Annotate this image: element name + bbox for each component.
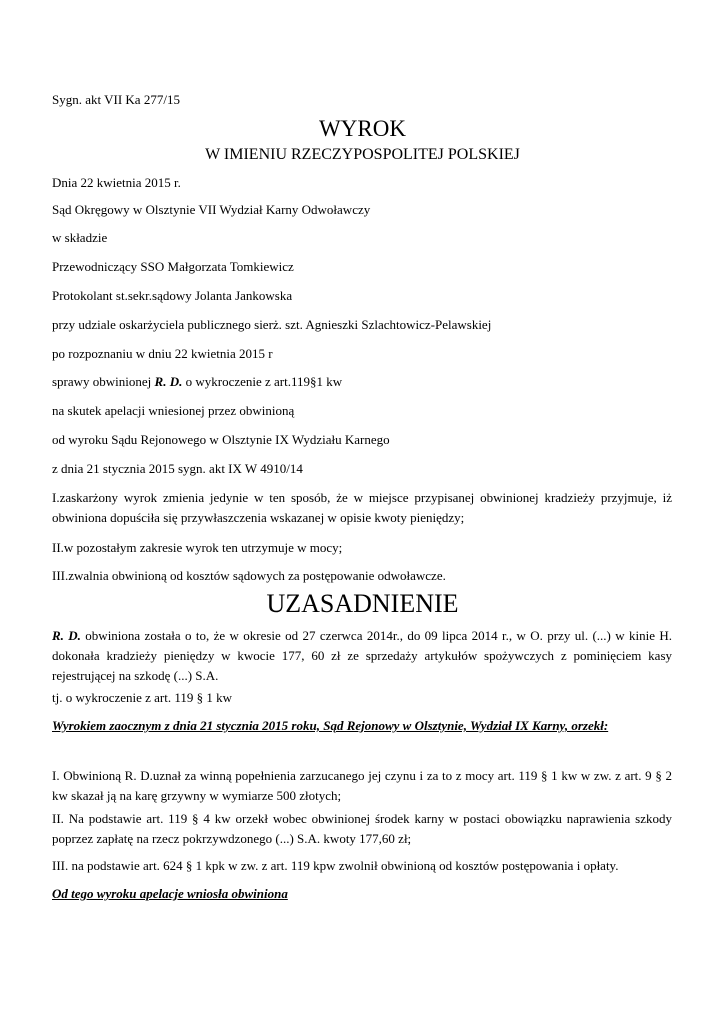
defendant-name: R. D. [154, 374, 183, 389]
first-instance-item: III. na podstawie art. 624 § 1 kpk w zw. z art. 119 kpw zwolnił obwinioną od kosztów postępowania i opłaty. [52, 858, 619, 873]
hearing-date: po rozpoznaniu w dniu 22 kwietnia 2015 r [52, 346, 273, 361]
presiding-judge: Przewodniczący SSO Małgorzata Tomkiewicz [52, 259, 294, 274]
justification-paragraph [52, 626, 672, 686]
prosecutor-line: przy udziale oskarżyciela publicznego sierż. szt. Agnieszki Szlachtowicz-Pelawskiej [52, 317, 492, 332]
document-subtitle: W IMIENIU RZECZYPOSPOLITEJ POLSKIEJ [205, 146, 520, 163]
court-name: Sąd Okręgowy w Olsztynie VII Wydział Karny Odwoławczy [52, 202, 371, 217]
case-signature: Sygn. akt VII Ka 277/15 [52, 92, 180, 107]
appeal-heading: Od tego wyroku apelacje wniosła obwiniona [52, 886, 288, 901]
first-instance-item: I. Obwinioną R. D.uznał za winną popełnienia zarzucanego jej czynu i za to z mocy art. 119 § 1 kw w zw. z art. 9 § 2 kw skazał ją na karę grzywny w wymiarze 500 złotych; [52, 768, 672, 803]
case-suffix: o wykroczenie z art.119§1 kw [182, 374, 343, 389]
ruling-item: I.zaskarżony wyrok zmienia jedynie w ten sposób, że w miejsce przypisanej obwinionej kradzieży przyjmuje, iż obwiniona dopuściła się przywłaszczenia wskazanej w opisie kwoty pieniędzy; [52, 490, 672, 525]
court-clerk: Protokolant st.sekr.sądowy Jolanta Jankowska [52, 288, 293, 303]
ruling-item: III.zwalnia obwinioną od kosztów sądowych za postępowanie odwoławcze. [52, 568, 446, 583]
judgment-date: Dnia 22 kwietnia 2015 r. [52, 175, 181, 190]
first-instance-heading: Wyrokiem zaocznym z dnia 21 stycznia 2015 roku, Sąd Rejonowy w Olsztynie, Wydział IX Karny, orzekł: [52, 718, 609, 733]
justification-title: UZASADNIENIE [266, 589, 459, 618]
document-title: WYROK [319, 116, 406, 141]
justification-text: obwiniona została o to, że w okresie od 27 czerwca 2014r., do 09 lipca 2014 r., w O. przy ul. (...) w kinie H. dokonała kradzieży pieniędzy w kwocie 177, 60 zł ze sprzedaży artykułów spożywczych z pominięciem kasy rejestrującej na szkodę (...) S.A. [52, 628, 673, 683]
composition-label: w składzie [52, 230, 108, 245]
appealed-judgment-date: z dnia 21 stycznia 2015 sygn. akt IX W 4910/14 [52, 461, 303, 476]
appealed-judgment: od wyroku Sądu Rejonowego w Olsztynie IX Wydziału Karnego [52, 432, 390, 447]
case-prefix: sprawy obwinionej [52, 374, 155, 389]
case-description [52, 374, 342, 390]
offense-line: tj. o wykroczenie z art. 119 § 1 kw [52, 690, 233, 705]
first-instance-item: II. Na podstawie art. 119 § 4 kw orzekł wobec obwinionej środek karny w postaci obowiązku naprawienia szkody poprzez zapłatę na rzecz pokrzywdzonego (...) S.A. kwoty 177,60 zł; [52, 811, 672, 846]
appeal-line: na skutek apelacji wniesionej przez obwinioną [52, 403, 295, 418]
defendant-name: R. D. [52, 628, 81, 643]
ruling-item: II.w pozostałym zakresie wyrok ten utrzymuje w mocy; [52, 540, 343, 555]
